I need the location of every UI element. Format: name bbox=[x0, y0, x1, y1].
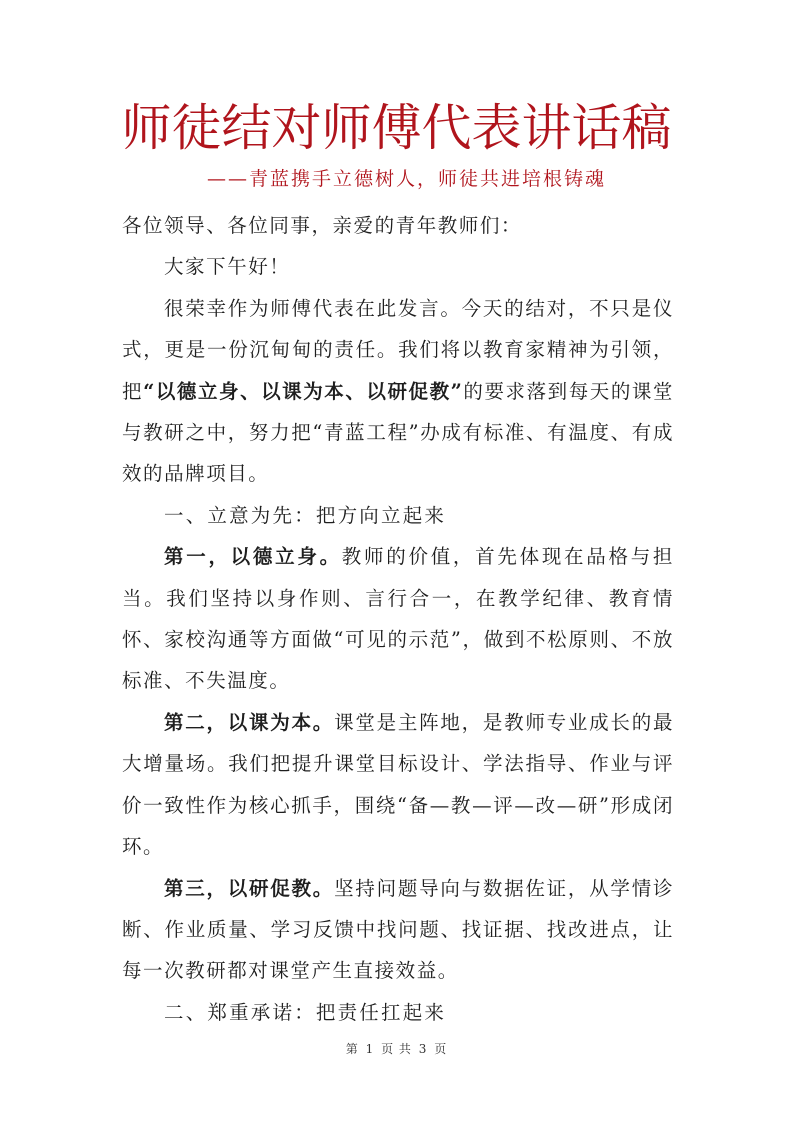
point-paragraph-3 bbox=[122, 868, 674, 992]
section-heading-1: 一、立意为先：把方向立起来 bbox=[164, 503, 447, 527]
intro-bold-motto: “以德立身、以课为本、以研促教” bbox=[143, 379, 464, 403]
document-body bbox=[122, 205, 674, 1033]
document-title: 师徒结对师傅代表讲话稿 bbox=[121, 99, 672, 157]
point-2-lead: 第二，以课为本。 bbox=[164, 710, 335, 734]
total-pages-number: 3 bbox=[418, 1042, 428, 1056]
footer-middle: 页 共 bbox=[381, 1042, 412, 1056]
footer-suffix: 页 bbox=[434, 1042, 448, 1056]
intro-text-before: 很荣幸作为师傅代表在此发言。今天的结对，不只是仪式，更是一份沉甸甸的责任。我们将以教育家精神为引领，把 bbox=[122, 296, 674, 403]
point-3-text: 坚持问题导向与数据佐证，从学情诊断、作业质量、学习反馈中找问题、找证据、找改进点，让每一次教研都对课堂产生直接效益。 bbox=[122, 876, 674, 983]
point-paragraph-1 bbox=[122, 536, 674, 702]
salutation: 各位领导、各位同事，亲爱的青年教师们： bbox=[122, 214, 522, 237]
section-heading-2: 二、郑重承诺：把责任扛起来 bbox=[164, 1000, 447, 1024]
document-subtitle: ——青蓝携手立德树人，师徒共进培根铸魂 bbox=[206, 168, 606, 190]
page-footer bbox=[0, 1041, 793, 1057]
point-paragraph-2 bbox=[122, 702, 674, 868]
greeting: 大家下午好！ bbox=[164, 255, 291, 279]
point-3-lead: 第三，以研促教。 bbox=[164, 876, 335, 900]
point-1-lead: 第一，以德立身。 bbox=[164, 545, 342, 569]
footer-prefix: 第 bbox=[345, 1042, 359, 1056]
intro-text-after: 的要求落到每天的课堂与教研之中，努力把“青蓝工程”办成有标准、有温度、有成效的品牌项目。 bbox=[122, 379, 674, 486]
intro-paragraph bbox=[122, 288, 674, 495]
point-2-text: 课堂是主阵地，是教师专业成长的最大增量场。我们把提升课堂目标设计、学法指导、作业与评价一致性作为核心抓手，围绕“备—教—评—改—研”形成闭环。 bbox=[122, 710, 674, 859]
point-1-text: 教师的价值，首先体现在品格与担当。我们坚持以身作则、言行合一，在教学纪律、教育情怀、家校沟通等方面做“可见的示范”，做到不松原则、不放标准、不失温度。 bbox=[122, 545, 674, 693]
current-page-number: 1 bbox=[365, 1042, 375, 1056]
